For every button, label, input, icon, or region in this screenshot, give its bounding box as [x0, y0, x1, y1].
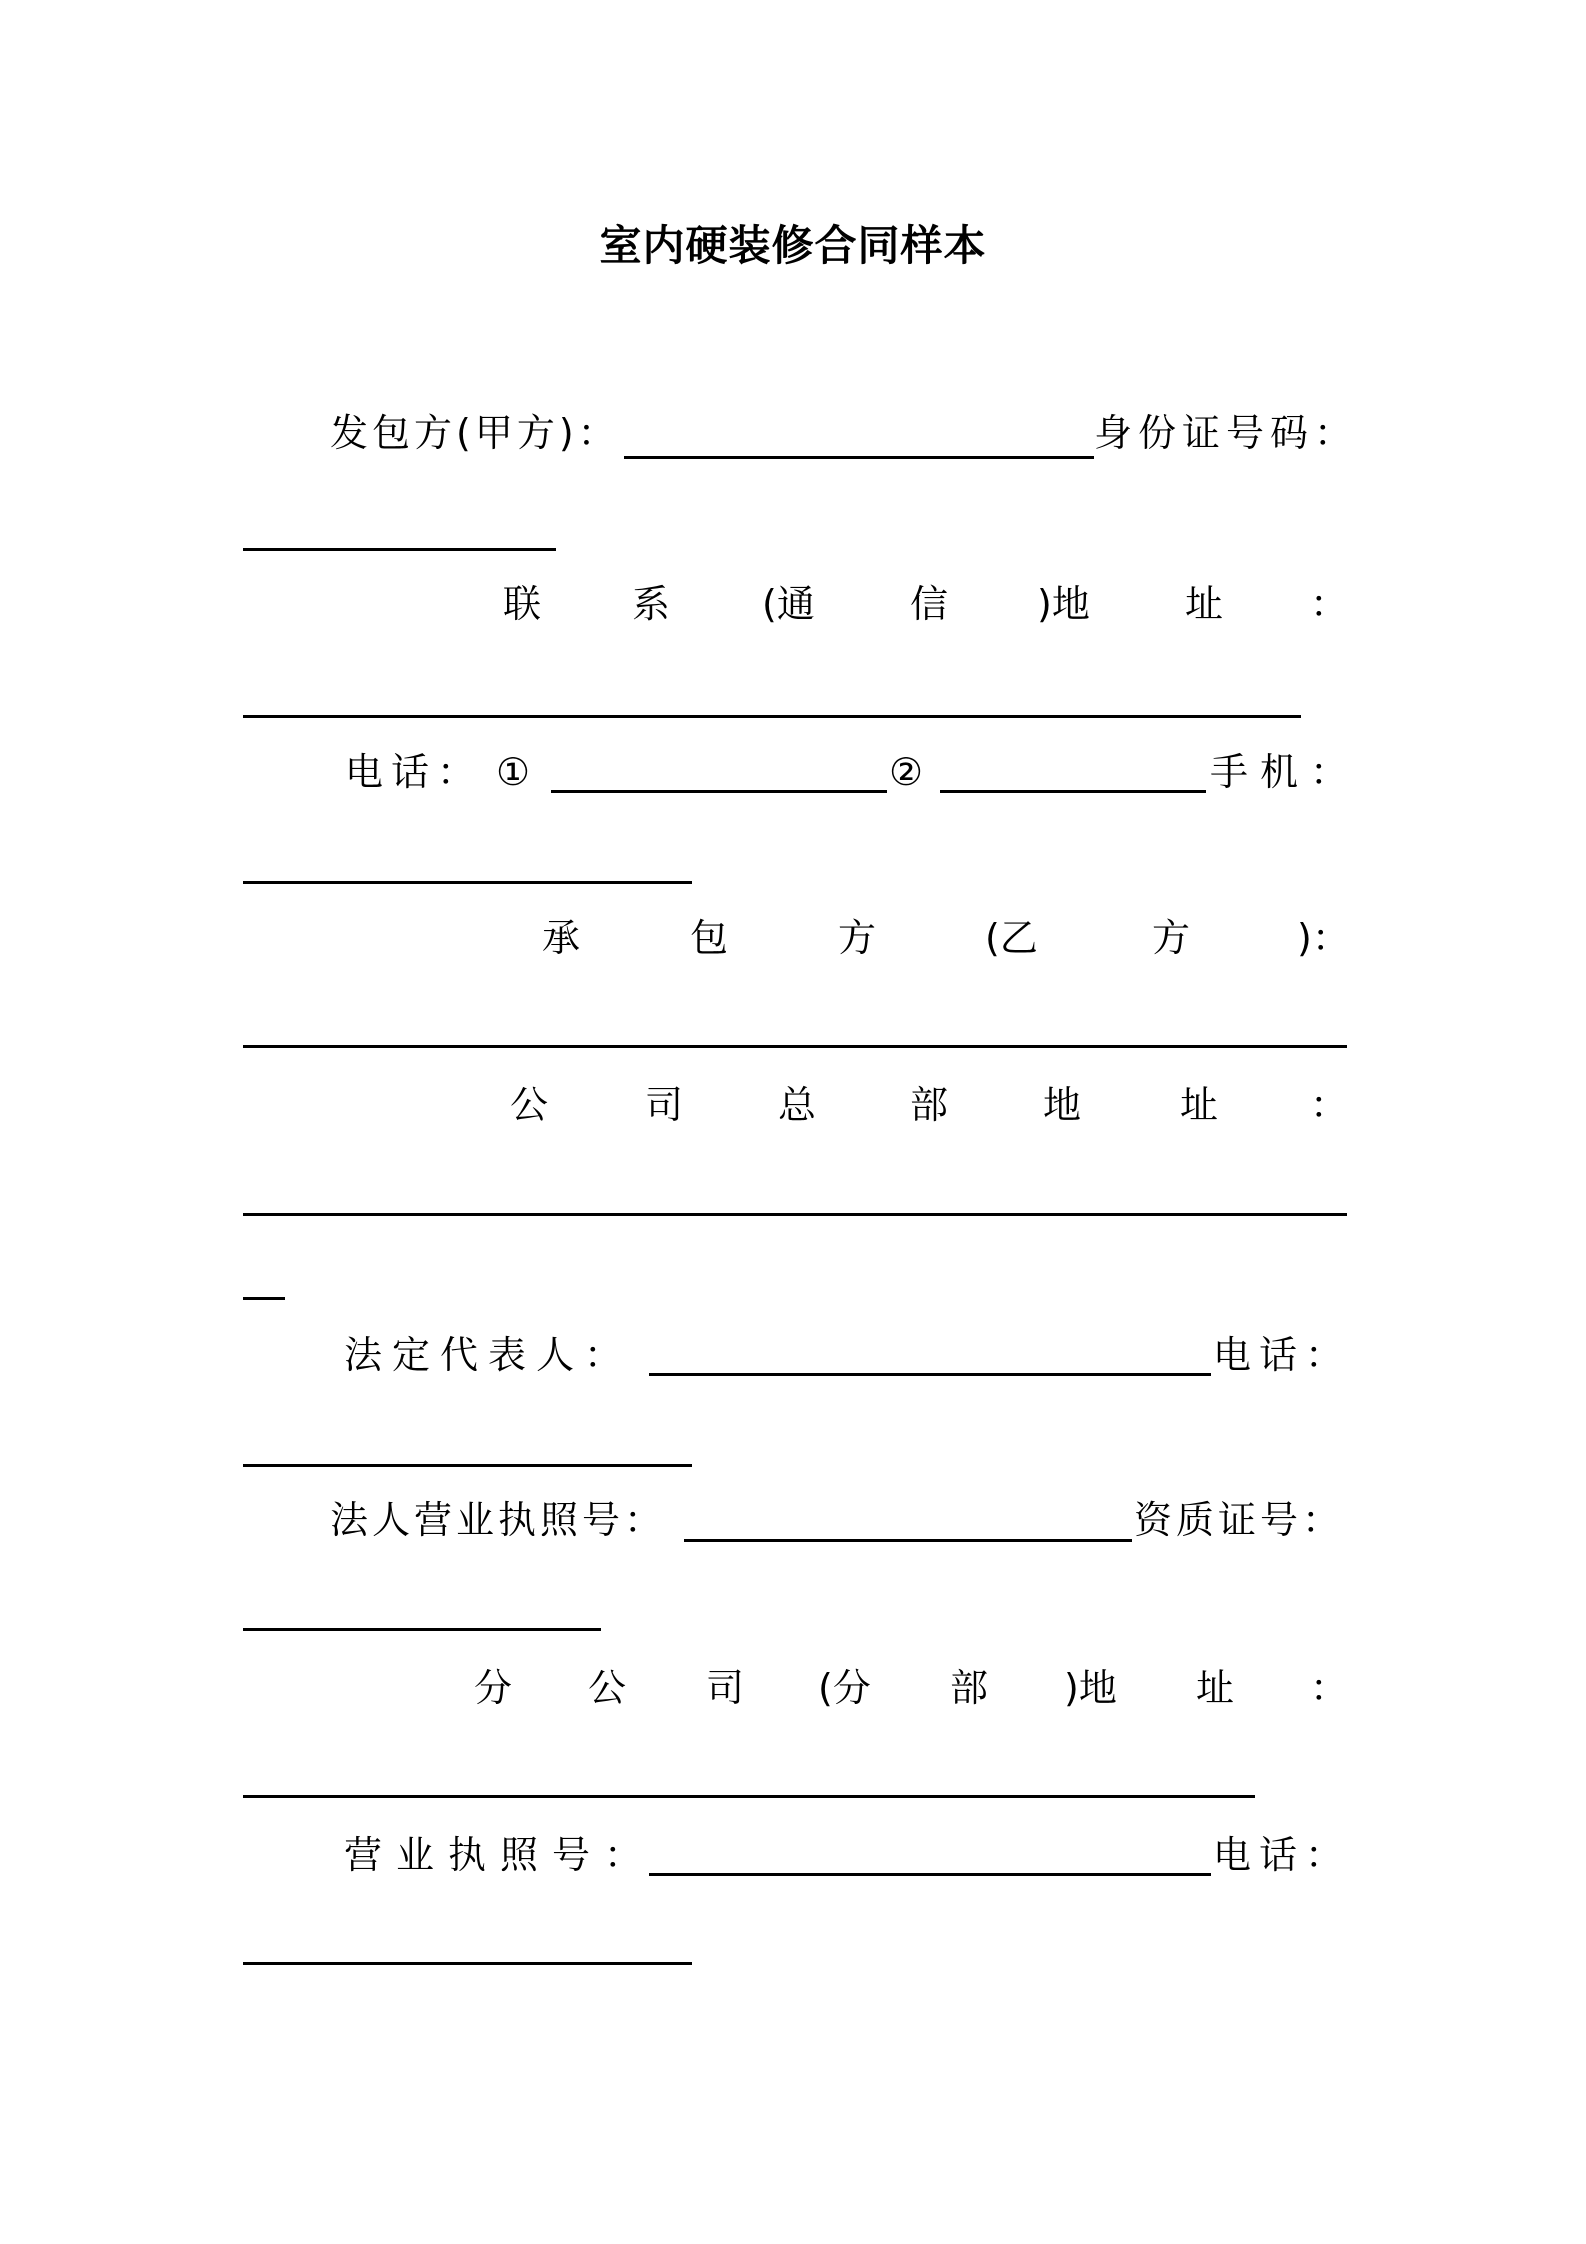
hq-address-blank-continued[interactable]	[243, 1297, 285, 1300]
branch-phone-blank[interactable]	[243, 1962, 692, 1965]
branch-address-char: 部	[950, 1666, 989, 1710]
hq-address-char: 公	[510, 1083, 549, 1127]
party-b-char: )：	[1297, 916, 1350, 960]
party-a-label: 发包方(甲方)：	[330, 411, 620, 455]
party-a-blank[interactable]	[624, 456, 1094, 459]
phone-label: 电话：	[345, 750, 484, 794]
hq-address-char: 总	[778, 1083, 817, 1127]
party-b-char: 包	[690, 916, 729, 960]
phone-1-marker: ①	[496, 750, 531, 794]
legal-rep-label: 法定代表人：	[344, 1333, 633, 1377]
mobile-blank[interactable]	[243, 881, 692, 884]
branch-address-char: 分	[474, 1666, 513, 1710]
contact-address-blank[interactable]	[243, 715, 1301, 718]
branch-address-char: 址	[1196, 1666, 1235, 1710]
party-b-char: (乙	[985, 916, 1038, 960]
license-no-blank[interactable]	[684, 1539, 1132, 1542]
legal-rep-blank[interactable]	[649, 1373, 1211, 1376]
business-license-label: 营业执照号：	[344, 1833, 657, 1877]
license-no-label: 法人营业执照号：	[330, 1498, 667, 1542]
legal-rep-phone-blank[interactable]	[243, 1464, 692, 1467]
contact-address-char: 联	[503, 582, 542, 626]
hq-address-char: 司	[645, 1083, 684, 1127]
branch-phone-label: 电话：	[1213, 1833, 1352, 1877]
contact-address-char: 系	[632, 582, 671, 626]
phone-2-marker: ②	[889, 750, 924, 794]
hq-address-char: 部	[910, 1083, 949, 1127]
contact-address-char: (通	[762, 582, 815, 626]
phone-1-blank[interactable]	[551, 790, 887, 793]
party-b-char: 方	[838, 916, 877, 960]
hq-address-char: ：	[1310, 1083, 1349, 1127]
branch-address-char: 司	[706, 1666, 745, 1710]
contact-address-char: )地	[1037, 582, 1090, 626]
id-number-blank[interactable]	[243, 548, 556, 551]
business-license-blank[interactable]	[649, 1873, 1211, 1876]
party-b-char: 承	[542, 916, 581, 960]
contact-address-char: 信	[910, 582, 949, 626]
branch-address-char: (分	[818, 1666, 871, 1710]
qualification-no-label: 资质证号：	[1134, 1498, 1345, 1542]
party-b-char: 方	[1152, 916, 1191, 960]
mobile-label: 手机：	[1210, 750, 1361, 794]
hq-address-char: 址	[1180, 1083, 1219, 1127]
branch-address-char: 公	[588, 1666, 627, 1710]
branch-address-char: ：	[1310, 1666, 1349, 1710]
legal-rep-phone-label: 电话：	[1213, 1333, 1352, 1377]
branch-address-char: )地	[1064, 1666, 1117, 1710]
document-title: 室内硬装修合同样本	[599, 221, 987, 270]
party-b-blank[interactable]	[243, 1045, 1347, 1048]
id-number-label: 身份证号码：	[1094, 411, 1359, 455]
contact-address-char: 址	[1185, 582, 1224, 626]
hq-address-char: 地	[1043, 1083, 1082, 1127]
contact-address-char: ：	[1310, 582, 1349, 626]
phone-2-blank[interactable]	[940, 790, 1206, 793]
branch-address-blank[interactable]	[243, 1795, 1255, 1798]
hq-address-blank[interactable]	[243, 1213, 1347, 1216]
qualification-no-blank[interactable]	[243, 1628, 601, 1631]
